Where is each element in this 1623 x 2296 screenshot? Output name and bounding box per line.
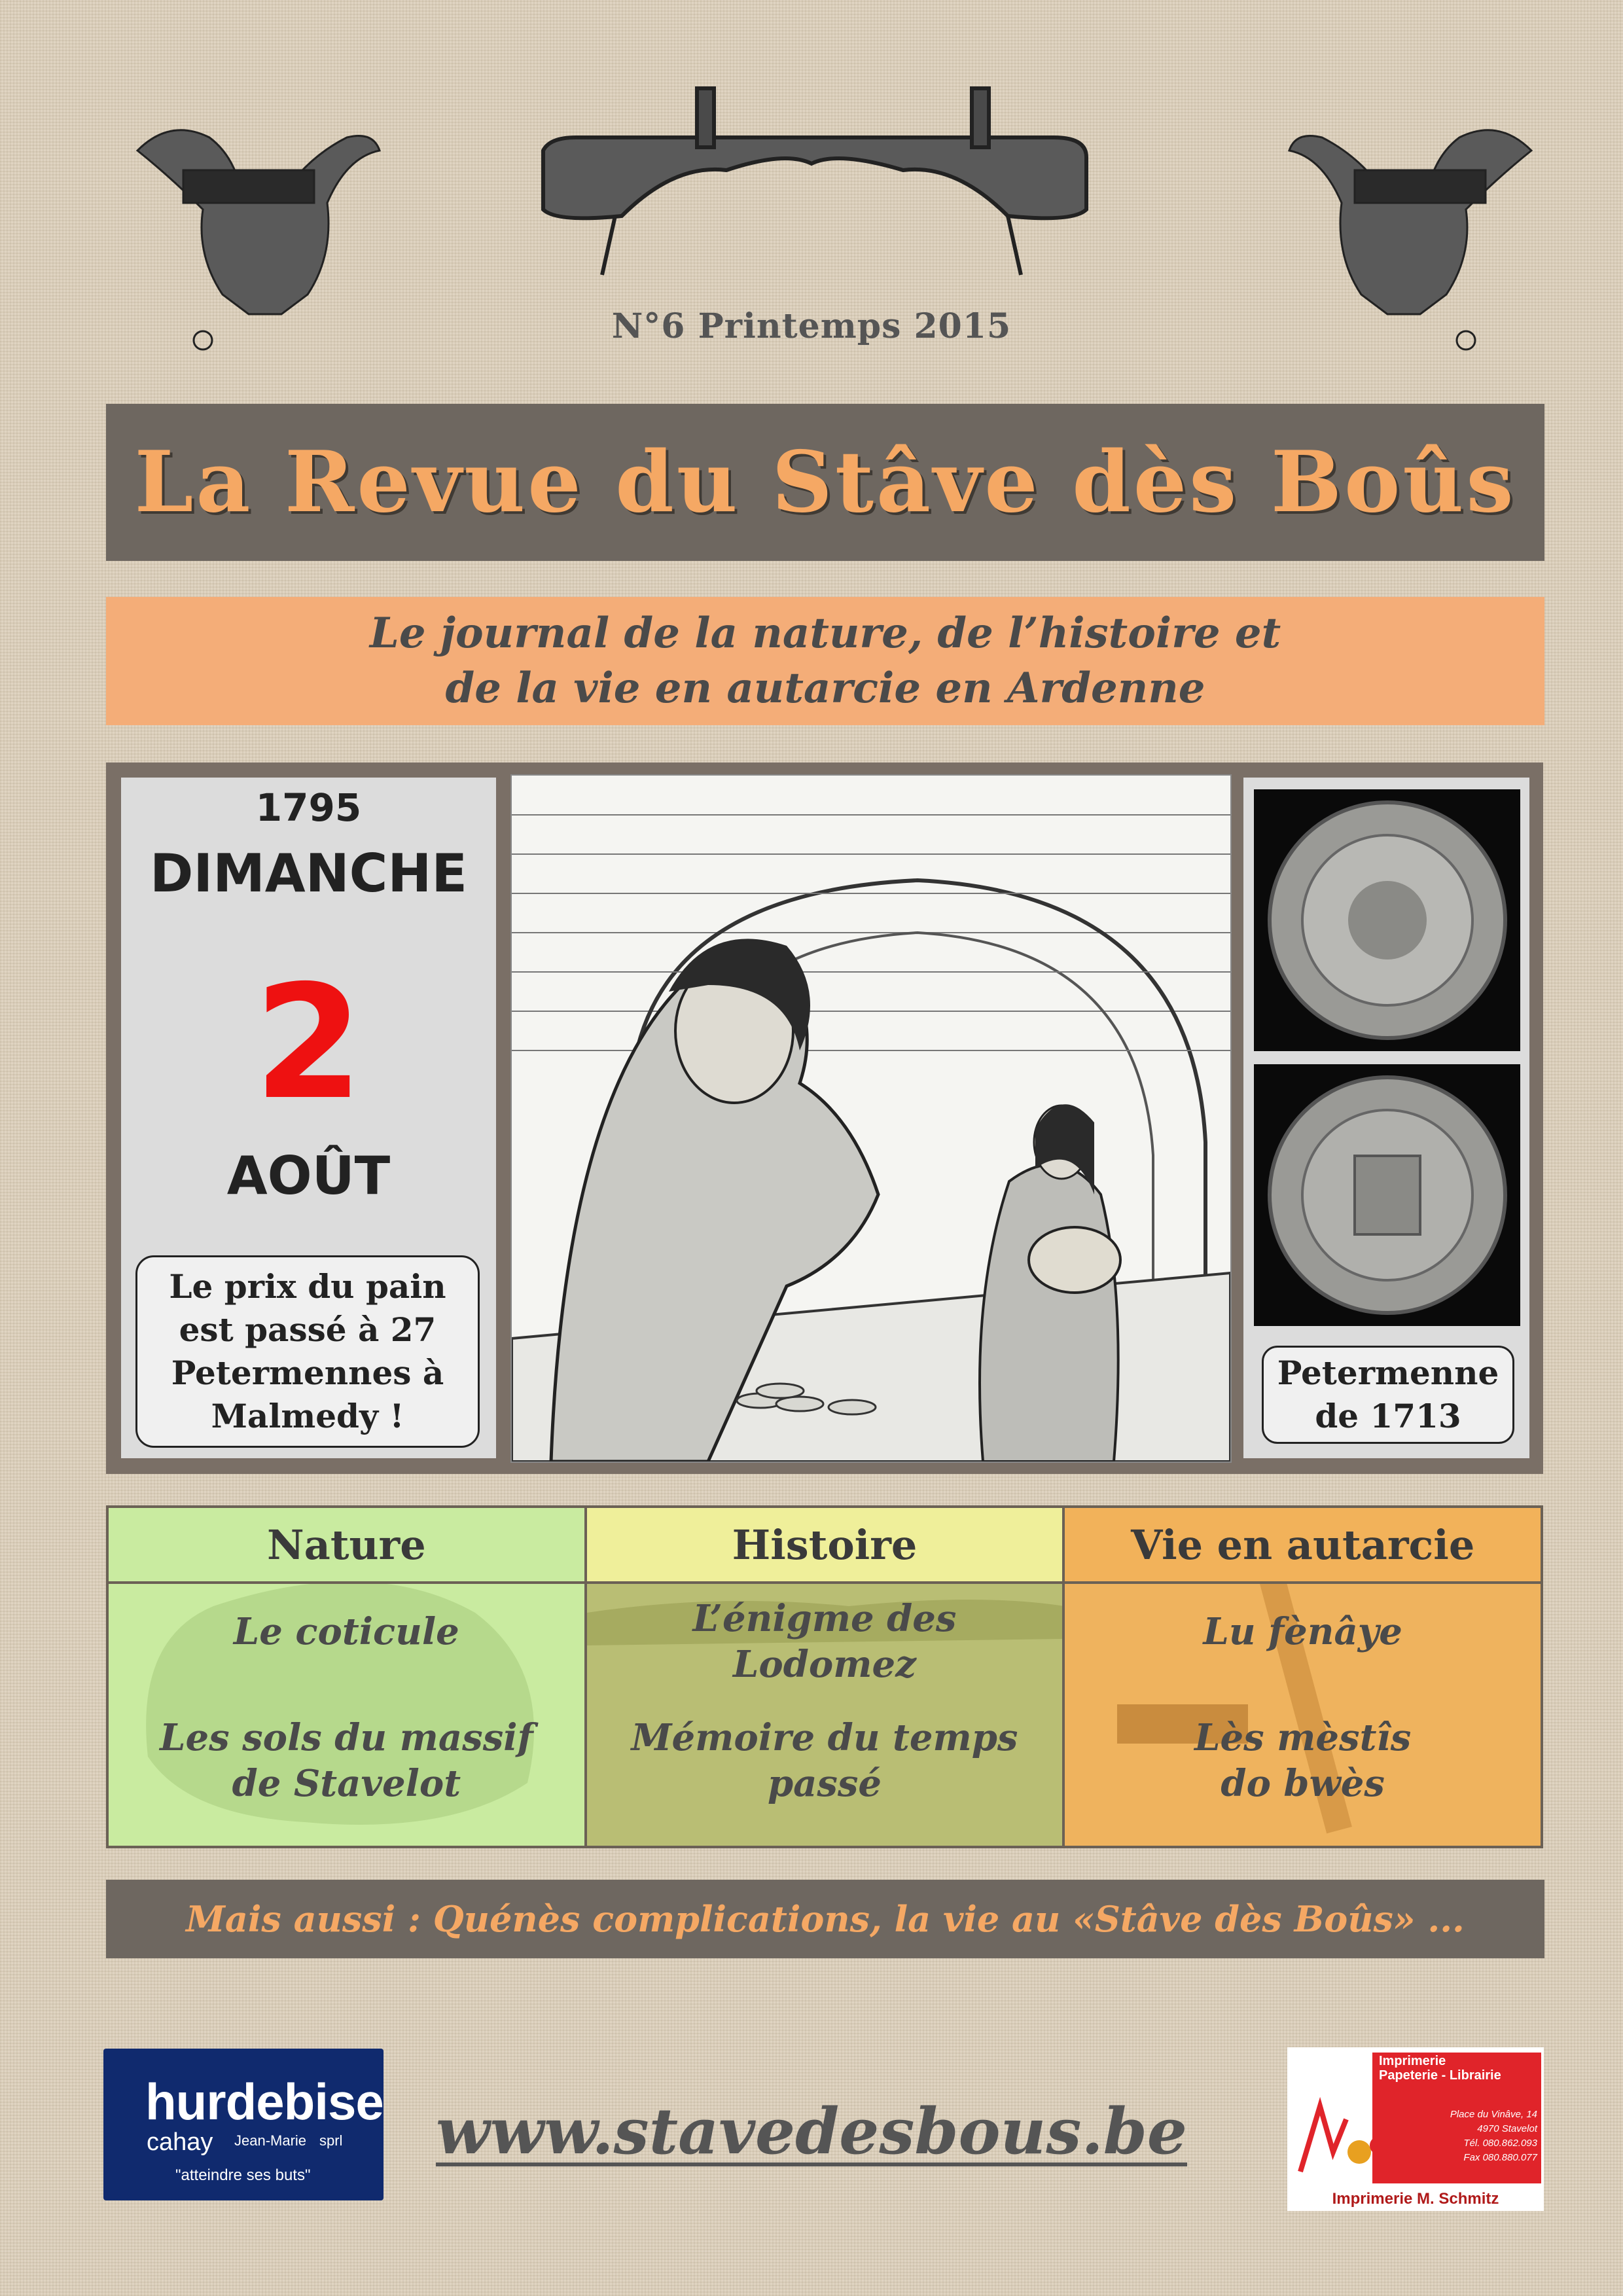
- coins-panel: [1243, 778, 1529, 1458]
- coin-obverse-image: [1254, 789, 1520, 1051]
- hurdebise-tagline: "atteindre ses buts": [175, 2166, 311, 2184]
- bakery-illustration: [510, 774, 1232, 1463]
- article-link[interactable]: L’énigme des: [692, 1597, 957, 1640]
- schmitz-name: Imprimerie M. Schmitz: [1332, 2190, 1499, 2208]
- article-link[interactable]: de Stavelot: [232, 1762, 461, 1805]
- section-heading: Vie en autarcie: [1065, 1508, 1541, 1584]
- calendar-day-number: 2: [254, 951, 363, 1134]
- schmitz-header-1: Imprimerie: [1379, 2054, 1446, 2068]
- coin-caption-line-2: de 1713: [1315, 1397, 1461, 1435]
- schmitz-logo: [1287, 2047, 1544, 2211]
- note-line: Malmedy !: [211, 1397, 404, 1435]
- note-line: Petermennes à: [171, 1354, 444, 1392]
- title-banner: [106, 404, 1544, 561]
- yoke-illustration: [537, 85, 1093, 295]
- article-link[interactable]: Lès mèstîs: [1194, 1716, 1412, 1759]
- calendar-year: 1795: [255, 785, 362, 830]
- calendar-weekday: DIMANCHE: [150, 843, 467, 904]
- article-link[interactable]: Les sols du massif: [160, 1716, 533, 1759]
- article-link[interactable]: Lu fènâye: [1203, 1610, 1402, 1653]
- article-link[interactable]: passé: [767, 1762, 882, 1805]
- section-nature: [109, 1508, 587, 1846]
- section-heading: Nature: [109, 1508, 584, 1584]
- magazine-title: La Revue du Stâve dès Boûs: [134, 433, 1516, 531]
- website-link[interactable]: www.stavedesbous.be: [435, 2094, 1187, 2168]
- coin-reverse-image: [1254, 1064, 1520, 1326]
- coin-caption-line-1: Petermenne: [1277, 1354, 1499, 1392]
- subtitle-banner: [106, 597, 1544, 725]
- hurdebise-sub: cahay: [147, 2128, 213, 2156]
- note-line: Le prix du pain: [169, 1267, 446, 1306]
- schmitz-header-2: Papeterie - Librairie: [1379, 2068, 1501, 2083]
- schmitz-address-line: Tél. 080.862.093: [1463, 2138, 1537, 2149]
- hurdebise-brand: hurdebise: [145, 2073, 383, 2130]
- subtitle-line-1: Le journal de la nature, de l’histoire et: [369, 609, 1281, 658]
- schmitz-address-line: 4970 Stavelot: [1477, 2123, 1537, 2134]
- article-link[interactable]: Mémoire du temps: [631, 1716, 1018, 1759]
- calendar-month: AOÛT: [226, 1145, 391, 1206]
- section-histoire: [587, 1508, 1065, 1846]
- sections-table: [106, 1505, 1543, 1848]
- hurdebise-name: Jean-Marie: [234, 2132, 307, 2149]
- article-link[interactable]: do bwès: [1221, 1762, 1385, 1805]
- schmitz-address-line: Place du Vinâve, 14: [1450, 2109, 1537, 2120]
- issue-label: N°6 Printemps 2015: [611, 306, 1012, 346]
- article-link[interactable]: Lodomez: [733, 1643, 916, 1686]
- coin-caption: [1262, 1346, 1514, 1444]
- subtitle-line-2: de la vie en autarcie en Ardenne: [445, 664, 1205, 713]
- section-vie-en-autarcie: [1065, 1508, 1541, 1846]
- more-banner: [106, 1880, 1544, 1958]
- calendar-panel: [121, 778, 496, 1458]
- more-text: Mais aussi : Quénès complications, la vie au «Stâve dès Boûs» ...: [186, 1898, 1465, 1940]
- section-heading: Histoire: [587, 1508, 1063, 1584]
- schmitz-address-line: Fax 080.880.077: [1463, 2152, 1537, 2163]
- article-link[interactable]: Le coticule: [233, 1610, 459, 1653]
- hurdebise-suffix: sprl: [319, 2132, 343, 2149]
- note-line: est passé à 27: [179, 1310, 437, 1349]
- bread-price-note: [135, 1255, 480, 1448]
- schmitz-mark-icon: [1294, 2093, 1392, 2178]
